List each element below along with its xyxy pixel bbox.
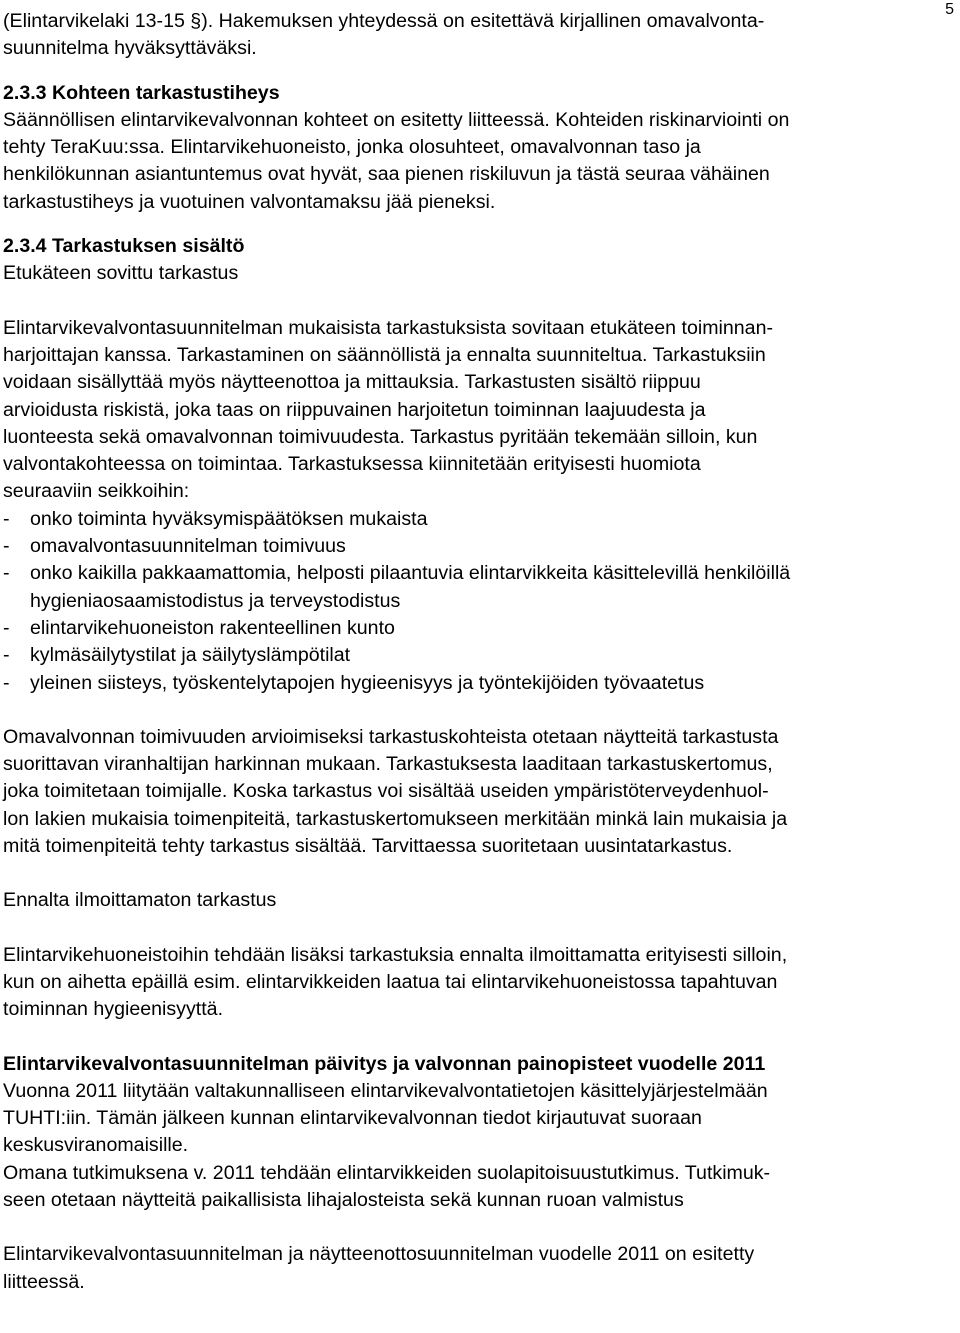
spacer: [3, 288, 958, 315]
section-2-3-4-body: Elintarvikevalvontasuunnitelman mukaisista tarkastuksista sovitaan etukäteen toiminnan- harjoittajan kanssa. Tarkastaminen on säännöllistä ja ennalta suunniteltua. Tarkastuksiin voidaan sisällyttää myös näytteenottoa ja mittauksia. Tarkastusten sisältö riippuu arvioidusta riskistä, joka taas on riippuvainen harjoitetun toiminnan laajuudesta ja luonteesta sekä omavalvonnan toimivuudesta. Tarkastus pyritään tekemään silloin, kun valvontakohteessa on toimintaa. Tarkastuksessa kiinnitetään erityisesti huomiota seuraaviin seikkoihin:: [3, 316, 773, 503]
subheading-scheduled-inspection: Etukäteen sovittu tarkastus: [3, 262, 239, 285]
list-item: - omavalvontasuunnitelman toimivuus: [3, 533, 958, 560]
list-item: - onko toiminta hyväksymispäätöksen mukaista: [3, 506, 958, 533]
spacer: [3, 63, 958, 80]
spacer: [3, 216, 958, 233]
subheading-unannounced-inspection: Ennalta ilmoittamaton tarkastus: [3, 889, 277, 912]
list-item: - yleinen siisteys, työskentelytapojen hygieenisyys ja työntekijöiden työvaatetus: [3, 670, 958, 697]
section-heading-2-3-4: 2.3.4 Tarkastuksen sisältö: [3, 235, 245, 258]
unannounced-body: Elintarvikehuoneistoihin tehdään lisäksi tarkastuksia ennalta ilmoittamatta erityisesti silloin, kun on aihetta epäillä esim. elintarvikkeiden laatua tai elintarvikehuoneistossa tapahtuvan toiminnan hygieenisyyttä.: [3, 943, 788, 1021]
list-item: - elintarvikehuoneiston rakenteellinen kunto: [3, 615, 958, 642]
spacer: [3, 860, 958, 887]
inspection-items-list: [3, 506, 958, 697]
update-2011-heading: Elintarvikevalvontasuunnitelman päivitys ja valvonnan painopisteet vuodelle 2011: [3, 1052, 766, 1075]
update-2011-paragraph-2: Omana tutkimuksena v. 2011 tehdään elintarvikkeiden suolapitoisuustutkimus. Tutkimuk- seen otetaan näytteitä paikallisista lihajalosteista sekä kunnan ruoan valmistus: [3, 1161, 771, 1211]
spacer: [3, 1214, 958, 1241]
list-item: - kylmäsäilytystilat ja säilytyslämpötilat: [3, 642, 958, 669]
page-number: 5: [945, 1, 954, 18]
spacer: [3, 915, 958, 942]
section-heading-2-3-3: 2.3.3 Kohteen tarkastustiheys: [3, 81, 280, 104]
list-item: - onko kaikilla pakkaamattomia, helposti pilaantuvia elintarvikkeita käsittelevillä henkilöillä hygieniaosaamistodistus ja terveystodistus: [3, 560, 958, 615]
intro-paragraph: (Elintarvikelaki 13-15 §). Hakemuksen yhteydessä on esitettävä kirjallinen omavalvonta- suunnitelma hyväksyttäväksi.: [3, 10, 765, 60]
spacer: [3, 697, 958, 724]
spacer: [3, 1024, 958, 1051]
section-2-3-4-after-list: Omavalvonnan toimivuuden arvioimiseksi tarkastuskohteista otetaan näytteitä tarkastusta suorittavan viranhaltijan harkinnan mukaan. Tarkastuksesta laaditaan tarkastuskertomus, joka toimitetaan toimijalle. Koska tarkastus voi sisältää useiden ympäristöterveydenhuol- lon lakien mukaisia toimenpiteitä, tarkastuskertomukseen merkitään minkä lain mukaisia ja mitä toimenpiteitä tehty tarkastus sisältää. Tarvittaessa suoritetaan uusintatarkastus.: [3, 725, 788, 858]
section-2-3-3-body: Säännöllisen elintarvikevalvonnan kohteet on esitetty liitteessä. Kohteiden riskinarviointi on tehty TeraKuu:ssa. Elintarvikehuoneisto, jonka olosuhteet, omavalvonnan taso ja henkilökunnan asiantuntemus ovat hyvät, saa pienen riskiluvun ja tästä seuraa vähäinen tarkastustiheys ja vuotuinen valvontamaksu jää pieneksi.: [3, 108, 790, 213]
document-page: [3, 8, 958, 1296]
update-2011-paragraph-1: Vuonna 2011 liitytään valtakunnalliseen elintarvikevalvontatietojen käsittelyjärjestelmään TUHTI:iin. Tämän jälkeen kunnan elintarvikevalvonnan tiedot kirjautuvat suoraan keskusviranomaisille.: [3, 1079, 768, 1157]
update-2011-paragraph-3: Elintarvikevalvontasuunnitelman ja näytteenottosuunnitelman vuodelle 2011 on esitetty liitteessä.: [3, 1243, 755, 1293]
